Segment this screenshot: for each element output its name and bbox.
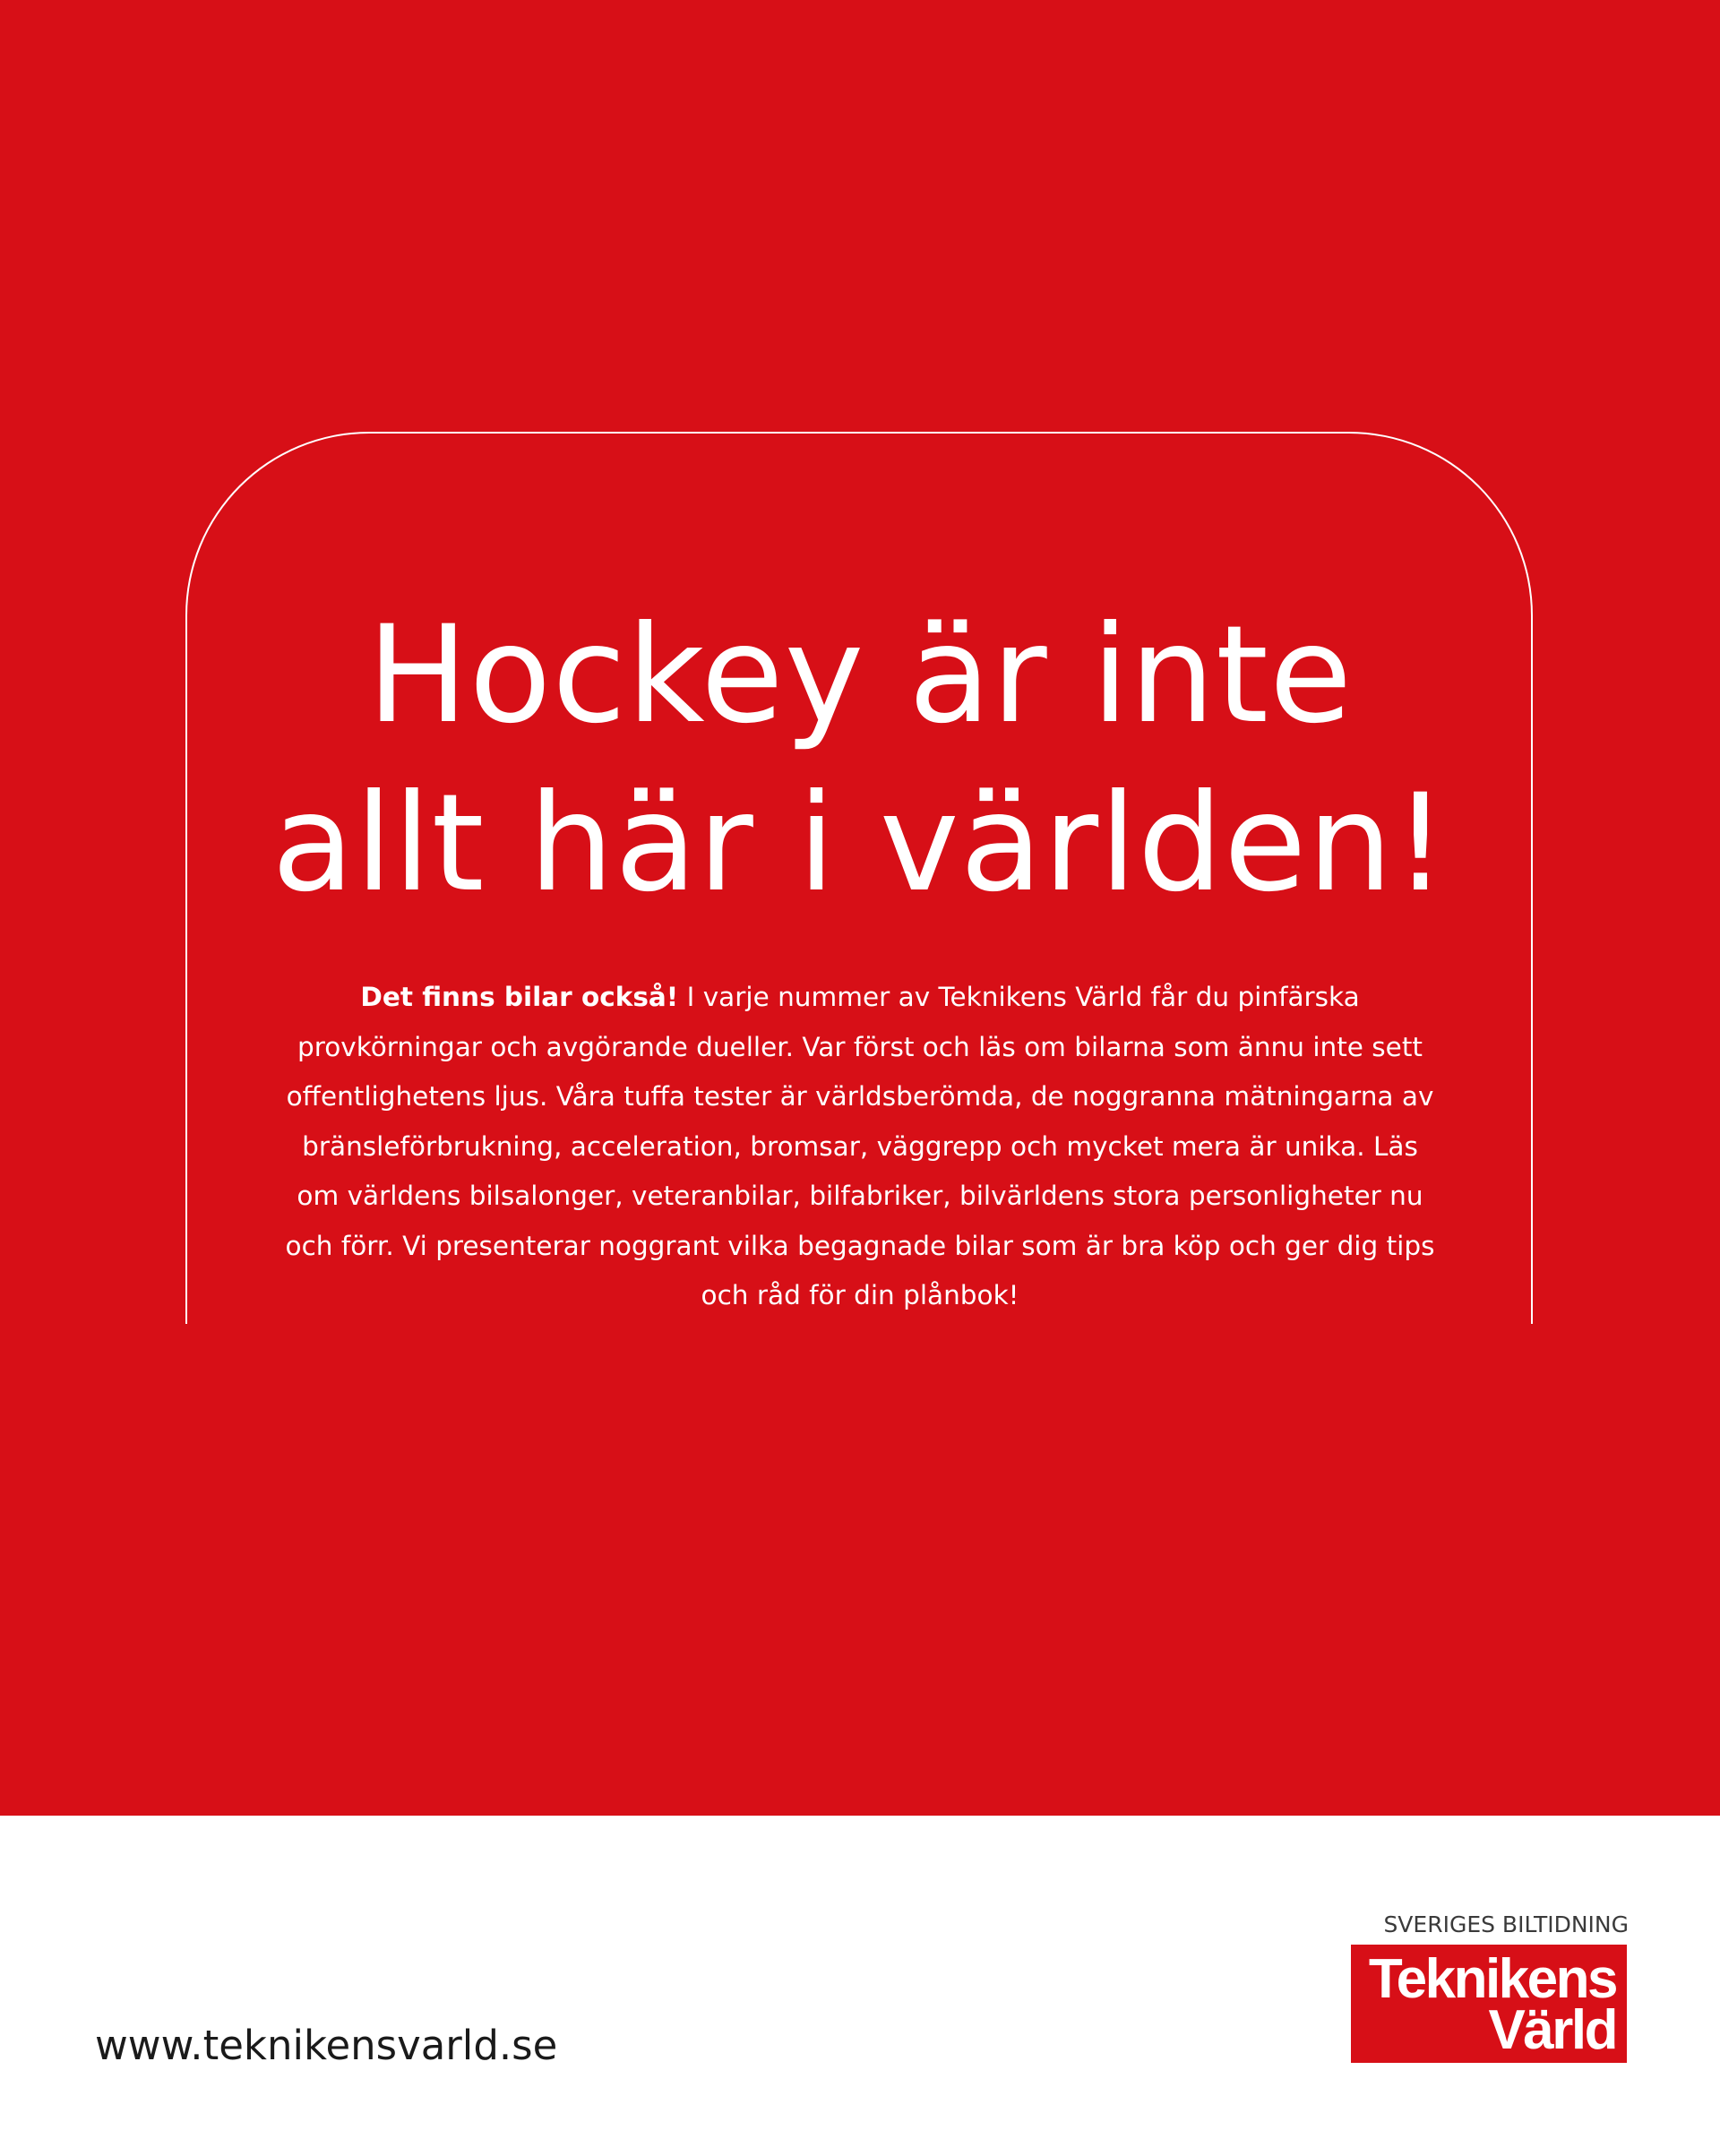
logo-line-2: Värld — [1488, 1999, 1616, 2061]
headline-line-2: allt här i världen! — [271, 766, 1449, 922]
teknikens-varld-logo — [1351, 1945, 1627, 2063]
headline — [0, 591, 1720, 928]
logo-line-1: Teknikens — [1368, 1948, 1616, 2010]
website-url[interactable]: www.teknikensvarld.se — [95, 2022, 558, 2069]
tagline: SVERIGES BILTIDNING — [1383, 1911, 1629, 1937]
body-lead: Det finns bilar också! — [360, 982, 679, 1012]
headline-line-1: Hockey är inte — [366, 597, 1354, 753]
body-text: I varje nummer av Teknikens Värld får du pinfärska provkörningar och avgörande dueller. Var först och läs om bilarna som ännu inte sett offentlighetens ljus. Våra tuffa tester är världsberömda, de noggranna mätningarna av bränsleförbrukning, acceleration, bromsar, väggrepp och mycket mera är unika. Läs om världens bilsalonger, veteranbilar, bilfabriker, bilvärldens stora personligheter nu och förr. Vi presenterar noggrant vilka begagnade bilar som är bra köp och ger dig tips och råd för din plånbok! — [285, 982, 1435, 1310]
body-paragraph — [278, 973, 1442, 1321]
